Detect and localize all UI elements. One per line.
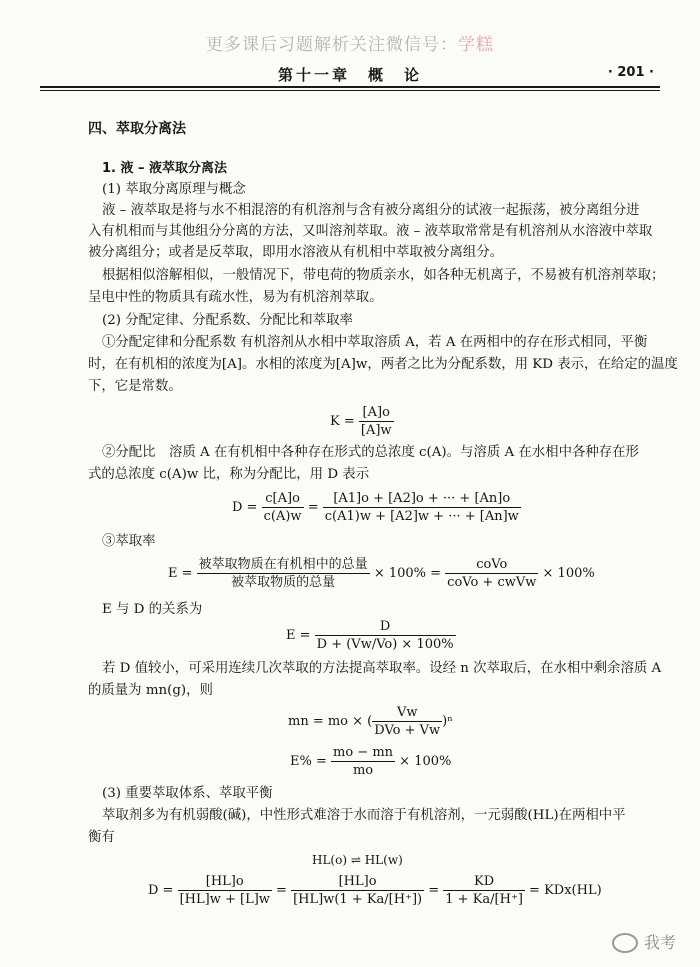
formula-d-den2: c(A1)w + [A2]w + ··· + [An]w — [324, 509, 519, 524]
formula-e-den1: 被萃取物质的总量 — [231, 575, 336, 590]
formula-epct — [290, 744, 451, 779]
formula-d2-den1: [HL]w + [L]w — [179, 892, 270, 907]
formula-d2-den2: [HL]w(1 + Ka/[H⁺]) — [293, 892, 423, 907]
wechat-icon — [612, 933, 638, 953]
formula-d2-num1: [HL]o — [178, 873, 272, 891]
formula-d2-num3: KD — [443, 873, 525, 891]
formula-d2-eq2: = — [428, 883, 440, 898]
para7-line2: 衡有 — [88, 830, 115, 845]
para1-line1: 液 – 液萃取是将与水不相混溶的有机溶剂与含有被分离组分的试液一起振荡，被分离组分进 — [102, 203, 640, 218]
subsection-title: 1. 液 – 液萃取分离法 — [102, 161, 228, 176]
para6-line2: 的质量为 mn(g)，则 — [88, 683, 213, 698]
para3-line2: 时，在有机相的浓度为[A]。水相的浓度为[A]w，两者之比为分配系数，用 KD 表示，在给定的温度 — [88, 357, 678, 372]
formula-mn — [288, 704, 453, 739]
formula-d2-num2: [HL]o — [291, 873, 424, 891]
watermark-text: 更多课后习题解析关注微信号： — [206, 35, 458, 55]
para3-line1: ①分配定律和分配系数 有机溶剂从水相中萃取溶质 A，若 A 在两相中的存在形式相同，平衡 — [102, 335, 648, 350]
formula-k-num: [A]o — [359, 404, 394, 422]
heading-principle: (1) 萃取分离原理与概念 — [102, 182, 246, 197]
formula-epct-num: mo − mn — [333, 745, 394, 760]
formula-e-mid: × 100% = — [373, 566, 442, 581]
para1-line2: 入有机相而与其他组分分离的方法，又叫溶剂萃取。液 – 液萃取常常是有机溶剂从水溶液中萃取 — [88, 224, 653, 239]
formula-e-num1: 被萃取物质在有机相中的总量 — [198, 557, 368, 572]
formula-e-tail: × 100% — [542, 566, 595, 581]
formula-epct-den: mo — [352, 763, 374, 778]
formula-epct-lhs: E% = — [290, 754, 327, 769]
chapter-header: 第十一章 概 论 — [277, 66, 422, 84]
formula-mn-num: Vw — [372, 704, 442, 722]
formula-epct-tail: × 100% — [399, 754, 452, 769]
formula-e-den2: coVo + cwVw — [447, 575, 537, 590]
formula-d-num1: c[A]o — [262, 490, 304, 508]
para5: E 与 D 的关系为 — [102, 602, 203, 617]
formula-d-lhs: D = — [232, 500, 258, 515]
formula-k — [330, 404, 394, 439]
formula-ed-num: D — [315, 618, 456, 636]
para6-line1: 若 D 值较小，可采用连续几次萃取的方法提高萃取率。设经 n 次萃取后，在水相中剩余溶质 A — [102, 661, 662, 676]
formula-d2-eq1: = — [276, 883, 287, 898]
formula-e — [168, 556, 595, 591]
formula-mn-tail: )ⁿ — [442, 714, 453, 729]
heading-systems: (3) 重要萃取体系、萃取平衡 — [102, 786, 273, 801]
watermark-banner — [0, 30, 700, 55]
para3-line3: 下，它是常数。 — [88, 379, 182, 394]
formula-d — [232, 490, 521, 525]
para4-line2: 式的总浓度 c(A)w 比，称为分配比，用 D 表示 — [88, 467, 370, 482]
page-number: · 201 · — [607, 65, 654, 80]
formula-d2-tail: = KDx(HL) — [529, 883, 602, 898]
formula-mn-lhs: mn = mo × ( — [288, 714, 373, 729]
formula-d-num2: [A1]o + [A2]o + ··· + [An]o — [323, 490, 521, 508]
formula-e-lhs: E = — [168, 566, 193, 581]
heading-partition: (2) 分配定律、分配系数、分配比和萃取率 — [102, 313, 353, 328]
heading-extraction-rate: ③萃取率 — [102, 534, 156, 549]
para2-line2: 呈电中性的物质具有疏水性，易为有机溶剂萃取。 — [88, 290, 383, 305]
header-rule — [40, 86, 660, 88]
formula-ed-lhs: E = — [286, 628, 311, 643]
watermark-brand: 学糕 — [458, 35, 494, 55]
formula-d-eq: = — [307, 500, 319, 515]
wechat-label: 我考 — [643, 932, 676, 952]
header-rule-thin — [40, 90, 660, 91]
para4-line1: ②分配比 溶质 A 在有机相中各种存在形式的总浓度 c(A)。与溶质 A 在水相中各种存在形 — [102, 445, 639, 460]
formula-d2-lhs: D = — [148, 883, 174, 898]
formula-k-lhs: K = — [330, 414, 355, 429]
formula-ed-den: D + (Vw/Vo) × 100% — [316, 637, 454, 652]
para1-line3: 被分离组分；或者是反萃取，即用水溶液从有机相中萃取被分离组分。 — [88, 245, 504, 260]
para7-line1: 萃取剂多为有机弱酸(碱)，中性形式难溶于水而溶于有机溶剂，一元弱酸(HL)在两相中平 — [102, 808, 626, 823]
formula-e-num2: coVo — [445, 556, 538, 574]
formula-equilibrium: HL(o) ⇌ HL(w) — [312, 853, 403, 867]
formula-mn-den: DVo + Vw — [374, 723, 441, 738]
formula-d2 — [148, 873, 602, 908]
para2-line1: 根据相似溶解相似，一般情况下，带电荷的物质亲水，如各种无机离子，不易被有机溶剂萃取； — [102, 268, 665, 283]
formula-d2-den3: 1 + Ka/[H⁺] — [445, 892, 523, 907]
formula-ed — [286, 618, 456, 653]
wechat-watermark — [612, 930, 676, 954]
formula-d-den1: c(A)w — [263, 509, 302, 524]
formula-k-den: [A]w — [360, 423, 392, 438]
section-title: 四、萃取分离法 — [88, 121, 186, 137]
